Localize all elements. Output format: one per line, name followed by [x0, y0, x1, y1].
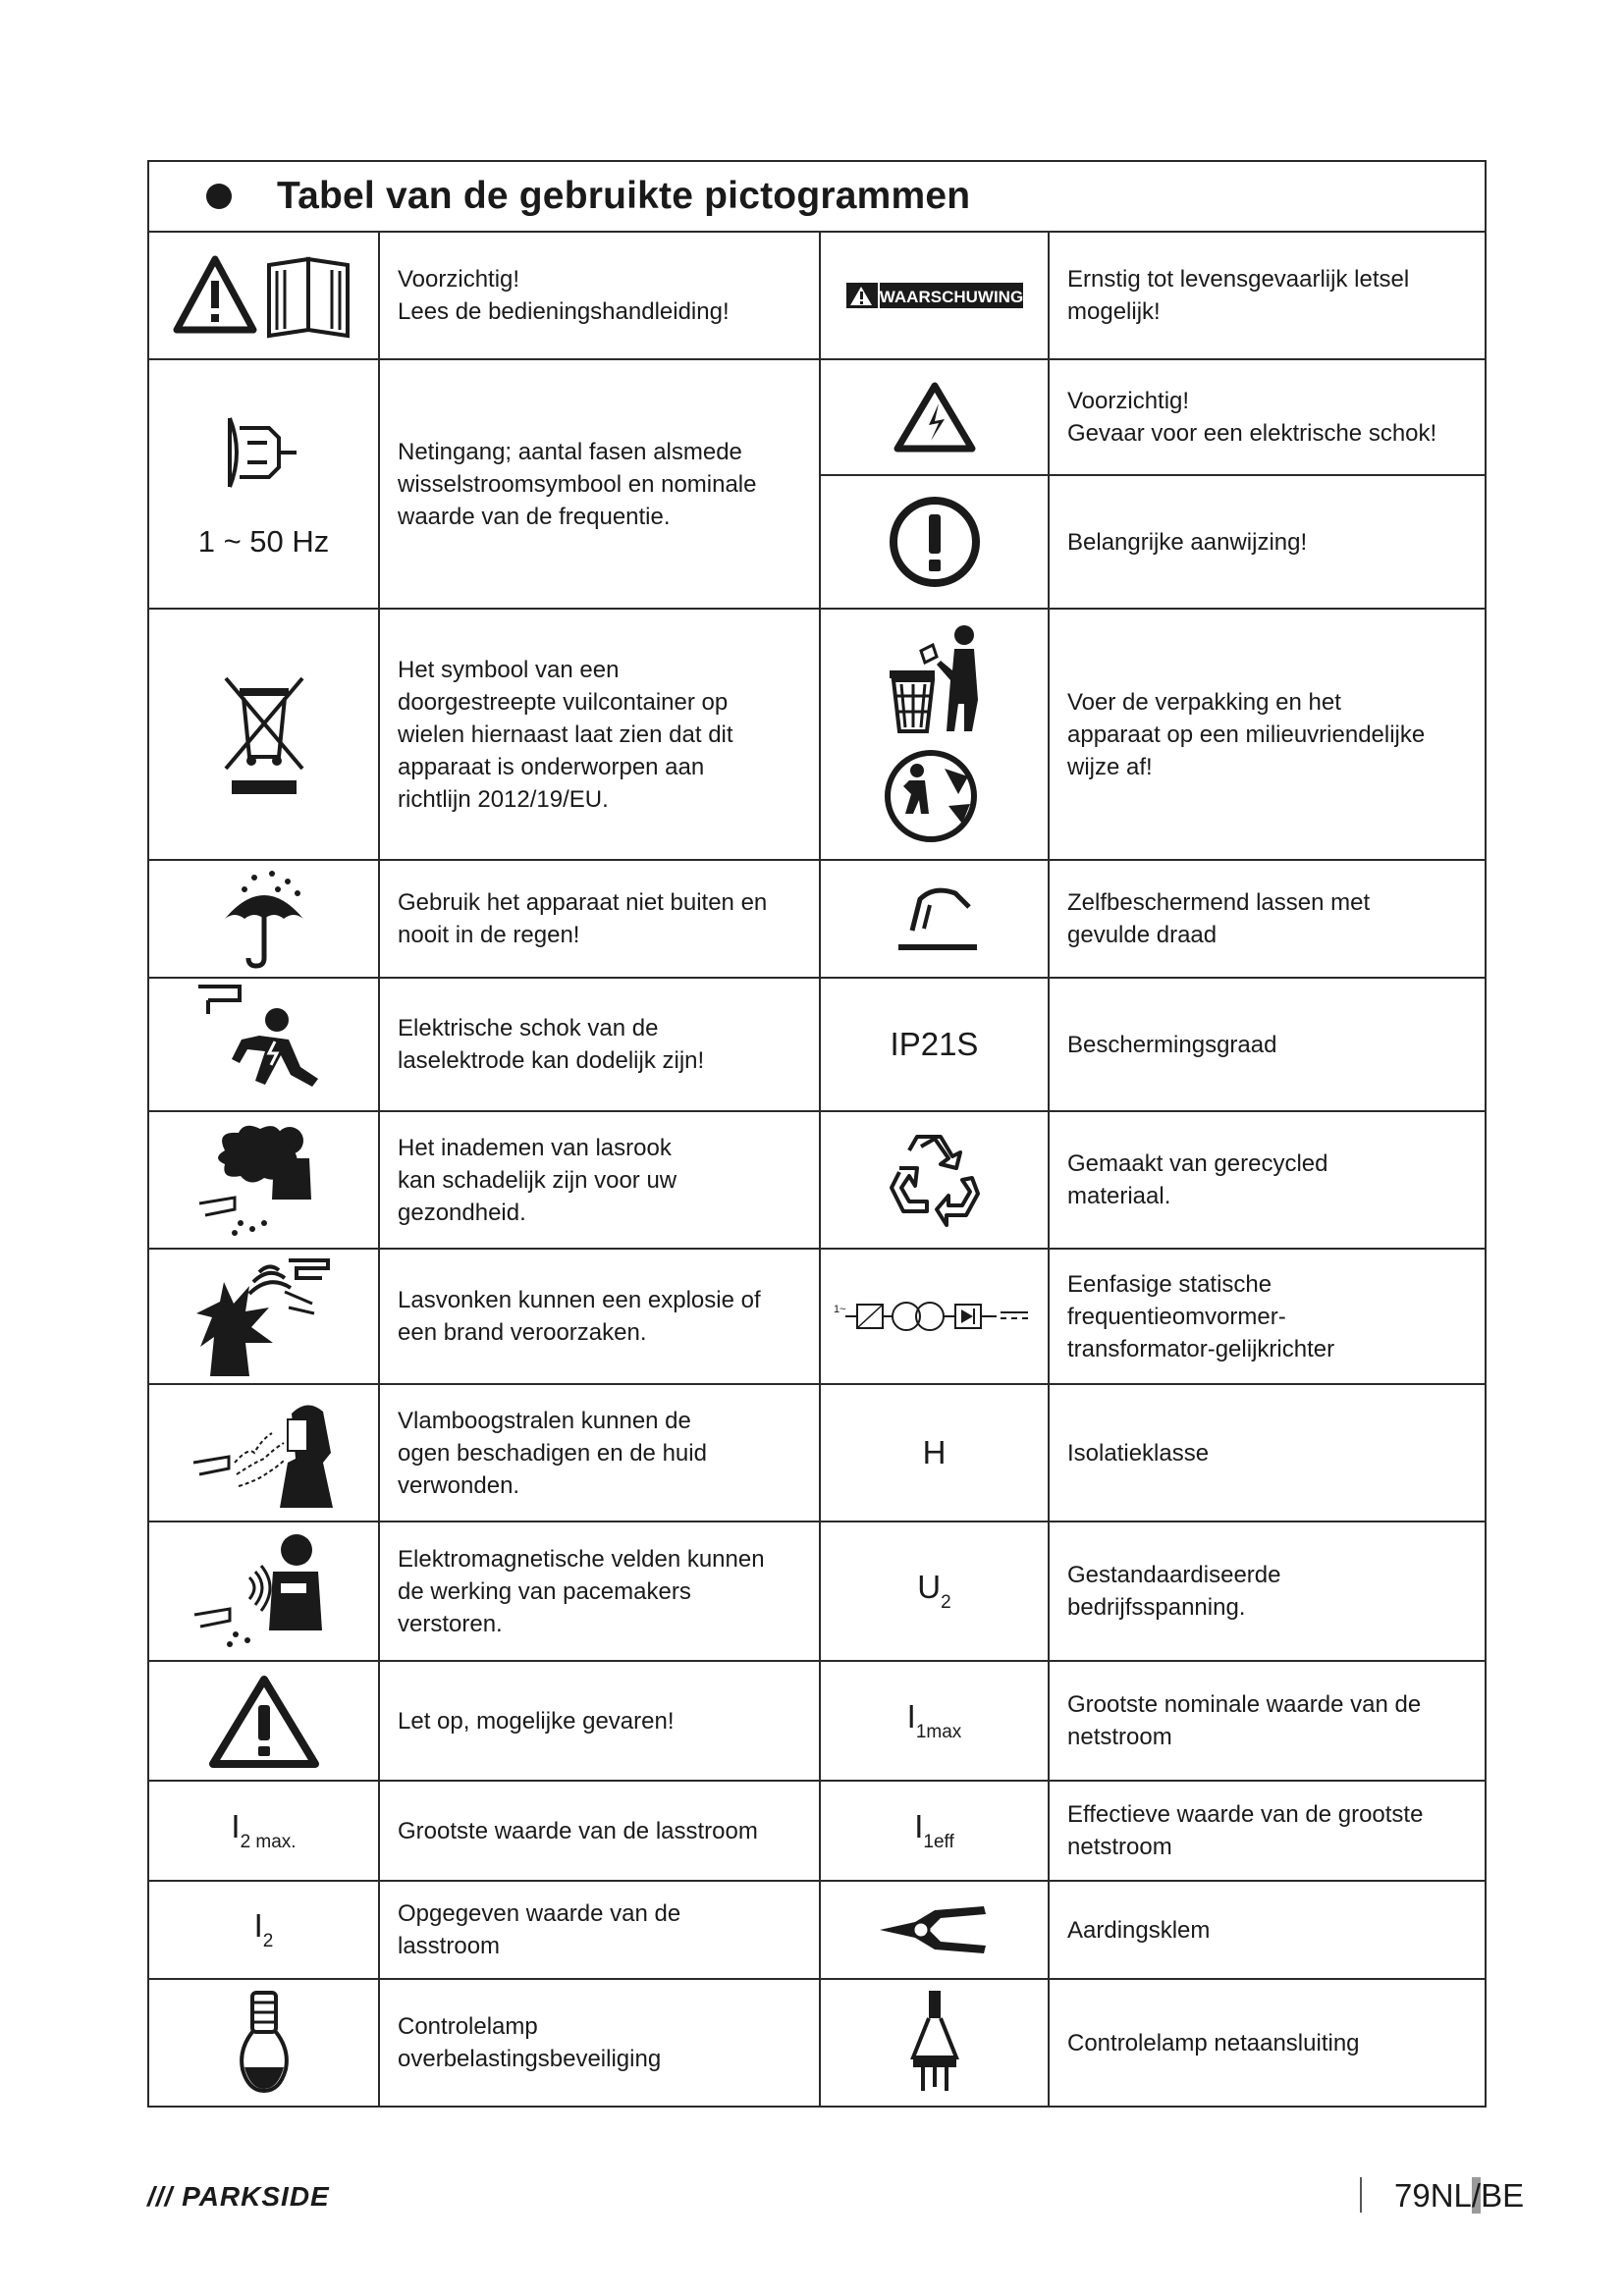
- insulation-class-symbol: H: [820, 1384, 1049, 1522]
- protection-class-symbol: IP21S: [820, 978, 1049, 1111]
- row-6-right-desc: Gemaakt van gerecycled materiaal.: [1049, 1111, 1486, 1249]
- row-9-left-desc: Elektromagnetische velden kunnen de werking van pacemakers verstoren.: [379, 1522, 820, 1661]
- row-4-left-desc: Gebruik het apparaat niet buiten en nooit in de regen!: [379, 860, 820, 978]
- row-10-right-desc: Grootste nominale waarde van de netstroom: [1049, 1661, 1486, 1781]
- row-13-right-desc: Controlelamp netaansluiting: [1049, 1979, 1486, 2107]
- general-warning-icon: [148, 1661, 379, 1781]
- converter-phase-label: 1~: [833, 1304, 846, 1315]
- pacemaker-field-icon: [148, 1522, 379, 1661]
- row-2-right-desc-a: Voorzichtig! Gevaar voor een elektrische schok!: [1049, 359, 1486, 475]
- row-3-right-desc: Voer de verpakking en het apparaat op een milieuvriendelijke wijze af!: [1049, 609, 1486, 860]
- max-welding-current-symbol: $I_{2 max.}$: [148, 1781, 379, 1881]
- dispose-recycle-icon: [820, 609, 1049, 860]
- row-11-left-desc: Grootste waarde van de lasstroom: [379, 1781, 820, 1881]
- electrode-shock-icon: [148, 978, 379, 1111]
- row-11-right-desc: Effectieve waarde van de grootste netstroom: [1049, 1781, 1486, 1881]
- brand-logo: /// PARKSIDE: [147, 2181, 330, 2212]
- converter-diagram-icon: [820, 1249, 1049, 1384]
- electric-shock-warning-icon: [820, 359, 1049, 475]
- row-5-left-desc: Elektrische schok van de laselektrode kan dodelijk zijn!: [379, 978, 820, 1111]
- crossed-bin-icon: [148, 609, 379, 860]
- ground-clamp-icon: [820, 1881, 1049, 1979]
- row-1-left-desc: Voorzichtig! Lees de bedieningshandleiding!: [379, 232, 820, 359]
- welding-fumes-icon: [148, 1111, 379, 1249]
- row-9-right-desc: Gestandaardiseerde bedrijfsspanning.: [1049, 1522, 1486, 1661]
- row-8-right-desc: Isolatieklasse: [1049, 1384, 1486, 1522]
- overload-lamp-icon: [148, 1979, 379, 2107]
- warning-badge-icon: [820, 232, 1049, 359]
- mains-input-cell: [148, 359, 379, 609]
- pictogram-table: [147, 160, 1487, 2108]
- row-2-right-desc-b: Belangrijke aanwijzing!: [1049, 475, 1486, 609]
- row-1-right-desc: Ernstig tot levensgevaarlijk letsel mogelijk!: [1049, 232, 1486, 359]
- footer-divider: [1360, 2177, 1362, 2213]
- max-mains-current-symbol: $I_{1max}$: [820, 1661, 1049, 1781]
- row-12-left-desc: Opgegeven waarde van de lasstroom: [379, 1881, 820, 1979]
- row-7-left-desc: Lasvonken kunnen een explosie of een brand veroorzaken.: [379, 1249, 820, 1384]
- row-4-right-desc: Zelfbeschermend lassen met gevulde draad: [1049, 860, 1486, 978]
- manual-warning-icon: [148, 232, 379, 359]
- page-number: 79NL/BE: [1394, 2177, 1525, 2214]
- effective-mains-current-symbol: $I_{1eff}$: [820, 1781, 1049, 1881]
- page-title: Tabel van de gebruikte pictogrammen: [277, 175, 971, 217]
- flux-cored-wire-icon: [820, 860, 1049, 978]
- sparks-explosion-icon: [148, 1249, 379, 1384]
- mains-symbol: 1 ~ 50 Hz: [197, 524, 330, 559]
- rated-voltage-symbol: $U_2$: [820, 1522, 1049, 1661]
- table-title-cell: [148, 161, 1486, 232]
- row-6-left-desc: Het inademen van lasrook kan schadelijk zijn voor uw gezondheid.: [379, 1111, 820, 1249]
- recycle-icon: [820, 1111, 1049, 1249]
- plug-icon: [210, 408, 318, 497]
- arc-rays-icon: [148, 1384, 379, 1522]
- mains-lamp-plug-icon: [820, 1979, 1049, 2107]
- welding-current-symbol: $I_2$: [148, 1881, 379, 1979]
- row-5-right-desc: Beschermingsgraad: [1049, 978, 1486, 1111]
- row-12-right-desc: Aardingsklem: [1049, 1881, 1486, 1979]
- bullet-icon: [206, 184, 232, 209]
- important-notice-icon: [820, 475, 1049, 609]
- warning-badge-label: WAARSCHUWING: [879, 288, 1023, 306]
- row-2-left-desc: Netingang; aantal fasen alsmede wisselstroomsymbool en nominale waarde van de frequentie.: [379, 359, 820, 609]
- row-8-left-desc: Vlamboogstralen kunnen de ogen beschadigen en de huid verwonden.: [379, 1384, 820, 1522]
- row-10-left-desc: Let op, mogelijke gevaren!: [379, 1661, 820, 1781]
- row-7-right-desc: Eenfasige statische frequentieomvormer- transformator-gelijkrichter: [1049, 1249, 1486, 1384]
- umbrella-rain-icon: [148, 860, 379, 978]
- row-13-left-desc: Controlelamp overbelastingsbeveiliging: [379, 1979, 820, 2107]
- row-3-left-desc: Het symbool van een doorgestreepte vuilcontainer op wielen hiernaast laat zien dat dit apparaat is onderworpen aan richtlijn 2012/19/EU.: [379, 609, 820, 860]
